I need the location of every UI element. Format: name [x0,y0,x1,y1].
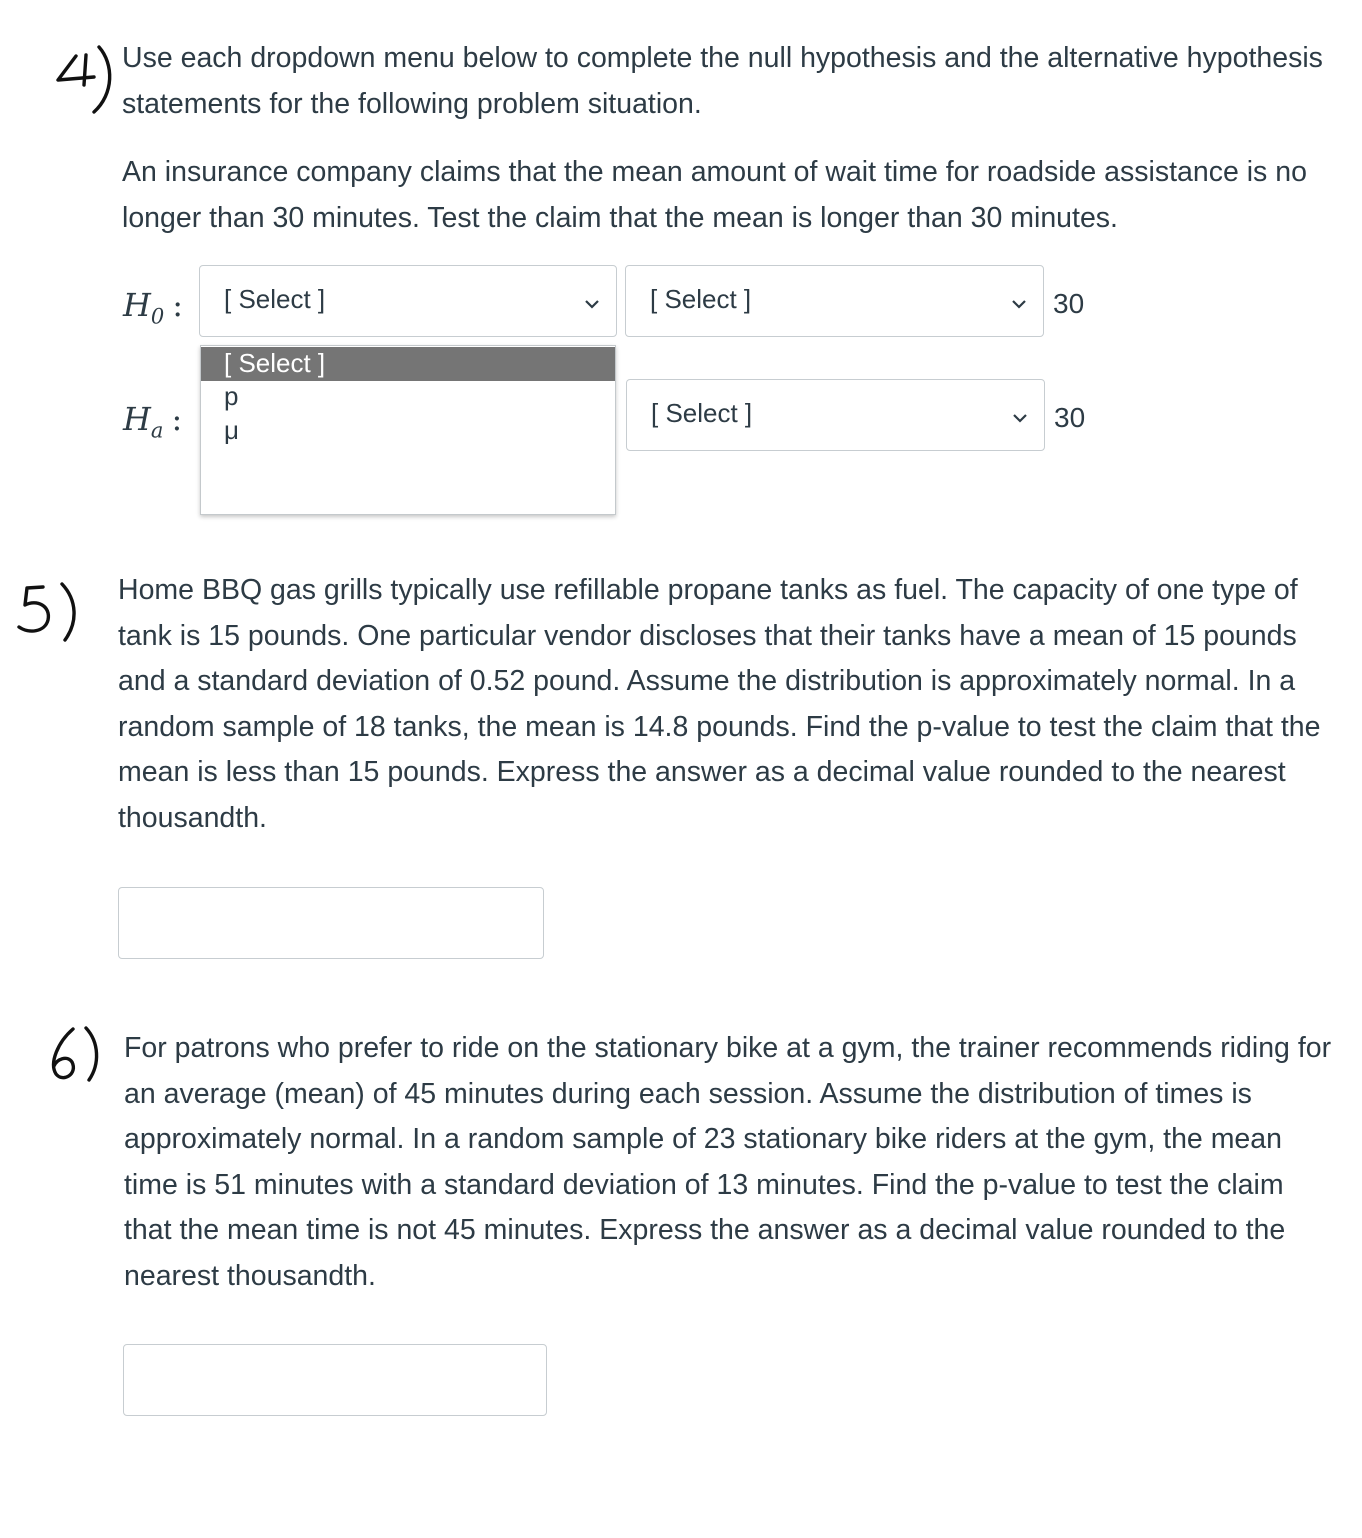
ha-relation-select[interactable] [626,379,1045,451]
q6-problem-text: For patrons who prefer to ride on the stationary bike at a gym, the trainer recommends riding for an average (mean) of 45 minutes during each session. Assume the distribution of times is approximately normal. In a random sample of 23 stationary bike riders at the gym, the mean time is 51 minutes with a standard deviation of 13 minutes. Find the p-value to test the claim that the mean time is not 45 minutes. Express the answer as a decimal value rounded to the nearest thousandth. [124,1032,1332,1292]
ha-relation-select-value: [ Select ] [651,398,753,428]
dropdown-option-select[interactable]: [ Select ] [201,347,615,381]
h0-colon: : [172,286,184,324]
chevron-down-icon [582,290,602,321]
ha-symbol: H [123,400,151,438]
chevron-down-icon [1009,290,1029,321]
h0-subscript: 0 [150,304,165,329]
dropdown-option-mu[interactable]: μ [224,415,239,445]
handwritten-number-4-annotation [52,44,112,116]
h0-parameter-dropdown-list[interactable] [200,345,616,515]
alternative-hypothesis-label [123,400,182,442]
q4-instructions: Use each dropdown menu below to complete the null hypothesis and the alternative hypothesis statements for the following problem situation. [122,42,1323,120]
q5-answer-input[interactable] [118,887,544,959]
ha-subscript: a [150,418,164,443]
h0-parameter-select-value: [ Select ] [224,284,326,314]
h0-relation-select[interactable] [625,265,1044,337]
h0-symbol: H [123,286,151,324]
h0-relation-select-value: [ Select ] [650,284,752,314]
ha-value: 30 [1054,402,1086,433]
h0-parameter-select[interactable] [199,265,617,337]
chevron-down-icon [1010,404,1030,435]
q6-answer-input[interactable] [123,1344,547,1416]
ha-colon: : [171,400,183,438]
null-hypothesis-label [123,286,183,328]
q5-problem-text: Home BBQ gas grills typically use refillable propane tanks as fuel. The capacity of one type of tank is 15 pounds. One particular vendor discloses that their tanks have a mean of 15 pounds and a standard deviation of 0.52 pound. Assume the distribution is approximately normal. In a random sample of 18 tanks, the mean is 14.8 pounds. Find the p-value to test the claim that the mean is less than 15 pounds. Express the answer as a decimal value rounded to the nearest thousandth. [118,574,1321,834]
handwritten-number-5-annotation [15,582,80,644]
h0-value: 30 [1053,288,1085,319]
handwritten-number-6-annotation [46,1026,106,1086]
dropdown-option-p[interactable]: p [224,381,239,411]
q4-problem-text: An insurance company claims that the mean amount of wait time for roadside assistance is no longer than 30 minutes. Test the claim that the mean is longer than 30 minutes. [122,156,1307,234]
